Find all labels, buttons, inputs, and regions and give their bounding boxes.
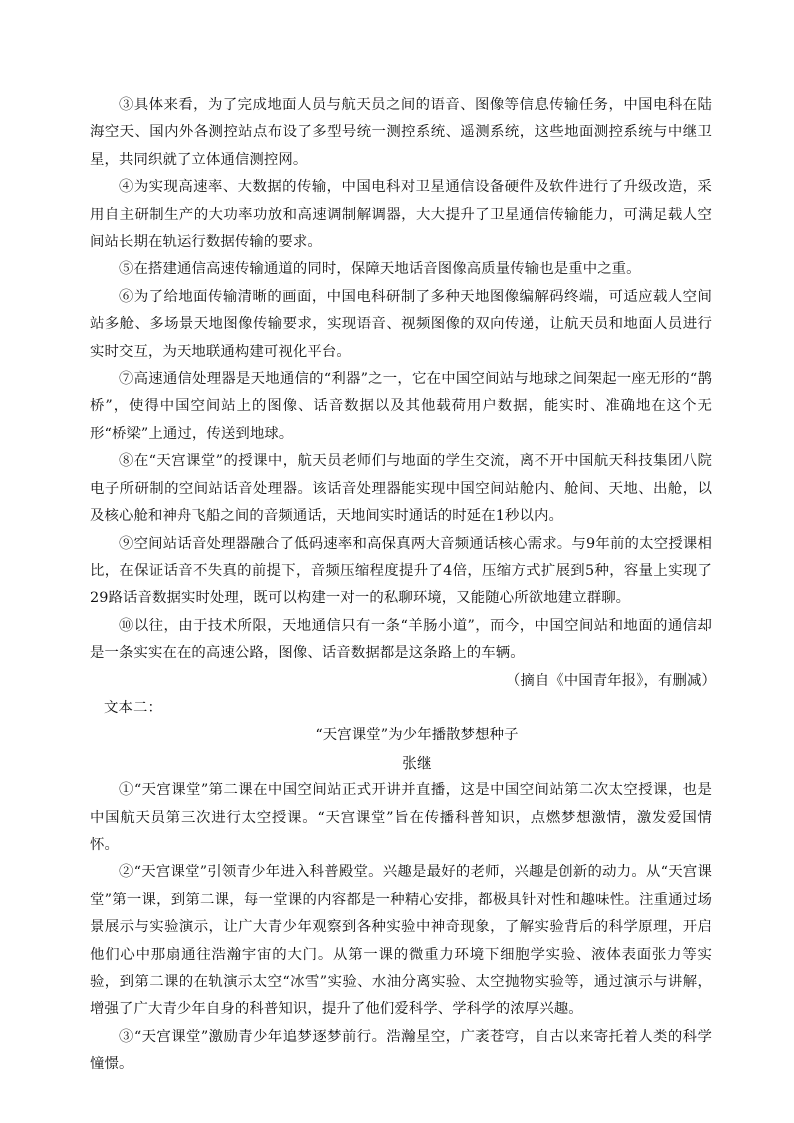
text2-label: 文本二： [104, 699, 162, 716]
text1-paragraph-6: ⑥为了给地面传输清晰的画面，中国电科研制了多种天地图像编解码终端，可适应载人空间站多舱、多场景天地图像传输要求，实现语音、视频图像的双向传递，让航天员和地面人员进行实时交互，为天地联通构建可视化平台。 [90, 288, 712, 360]
text2-paragraph-3: ③“天宫课堂”激励青少年追梦逐梦前行。浩瀚星空，广袤苍穹，自古以来寄托着人类的科学憧憬。 [90, 1028, 712, 1073]
text1-source-citation: （摘自《中国青年报》，有删减） [505, 672, 716, 689]
text2-title: “天宫课堂”为少年播散梦想种子 [315, 727, 519, 744]
document-body [90, 92, 716, 1079]
text2-paragraph-2: ②“天宫课堂”引领青少年进入科普殿堂。兴趣是最好的老师，兴趣是创新的动力。从“天宫课堂”第一课，到第二课，每一堂课的内容都是一种精心安排，都极具针对性和趣味性。注重通过场景展示与实验演示，让广大青少年观察到各种实验中神奇现象，了解实验背后的科学原理，开启他们心中那扇通往浩瀚宇宙的大门。从第一课的微重力环境下细胞学实验、液体表面张力等实验，到第二课的在轨演示太空“冰雪”实验、水油分离实验、太空抛物实验等，通过演示与讲解，增强了广大青少年自身的科普知识，提升了他们爱科学、学科学的浓厚兴趣。 [90, 864, 712, 1018]
text1-paragraph-4: ④为实现高速率、大数据的传输，中国电科对卫星通信设备硬件及软件进行了升级改造，采用自主研制生产的大功率功放和高速调制解调器，大大提升了卫星通信传输能力，可满足载人空间站长期在轨运行数据传输的要求。 [90, 179, 712, 251]
text1-paragraph-3: ③具体来看，为了完成地面人员与航天员之间的语音、图像等信息传输任务，中国电科在陆海空天、国内外各测控站点布设了多型号统一测控系统、遥测系统，这些地面测控系统与中继卫星，共同织就了立体通信测控网。 [90, 97, 712, 168]
text2-author: 张继 [402, 754, 432, 772]
text1-paragraph-10: ⑩以往，由于技术所限，天地通信只有一条“羊肠小道”，而今，中国空间站和地面的通信却是一条实实在在的高速公路，图像、话音数据都是这条路上的车辆。 [90, 617, 712, 662]
text1-paragraph-5: ⑤在搭建通信高速传输通道的同时，保障天地话音图像高质量传输也是重中之重。 [119, 261, 641, 278]
text1-paragraph-8: ⑧在“天宫课堂”的授课中，航天员老师们与地面的学生交流，离不开中国航天科技集团八院电子所研制的空间站话音处理器。该话音处理器能实现中国空间站舱内、舱间、天地、出舱，以及核心舱和神舟飞船之间的音频通话，天地间实时通话的时延在1秒以内。 [90, 453, 712, 525]
text1-paragraph-9: ⑨空间站话音处理器融合了低码速率和高保真两大音频通话核心需求。与9年前的太空授课相比，在保证话音不失真的前提下，音频压缩程度提升了4倍，压缩方式扩展到5种，容量上实现了29路话音数据实时处理，既可以构建一对一的私聊环境，又能随心所欲地建立群聊。 [90, 535, 712, 607]
text2-paragraph-1: ①“天宫课堂”第二课在中国空间站正式开讲并直播，这是中国空间站第二次太空授课，也是中国航天员第三次进行太空授课。“天宫课堂”旨在传播科普知识，点燃梦想激情，激发爱国情怀。 [90, 782, 712, 853]
text1-paragraph-7: ⑦高速通信处理器是天地通信的“利器”之一，它在中国空间站与地球之间架起一座无形的“鹊桥”，使得中国空间站上的图像、话音数据以及其他载荷用户数据，能实时、准确地在这个无形“桥梁”上通过，传送到地球。 [90, 371, 712, 442]
